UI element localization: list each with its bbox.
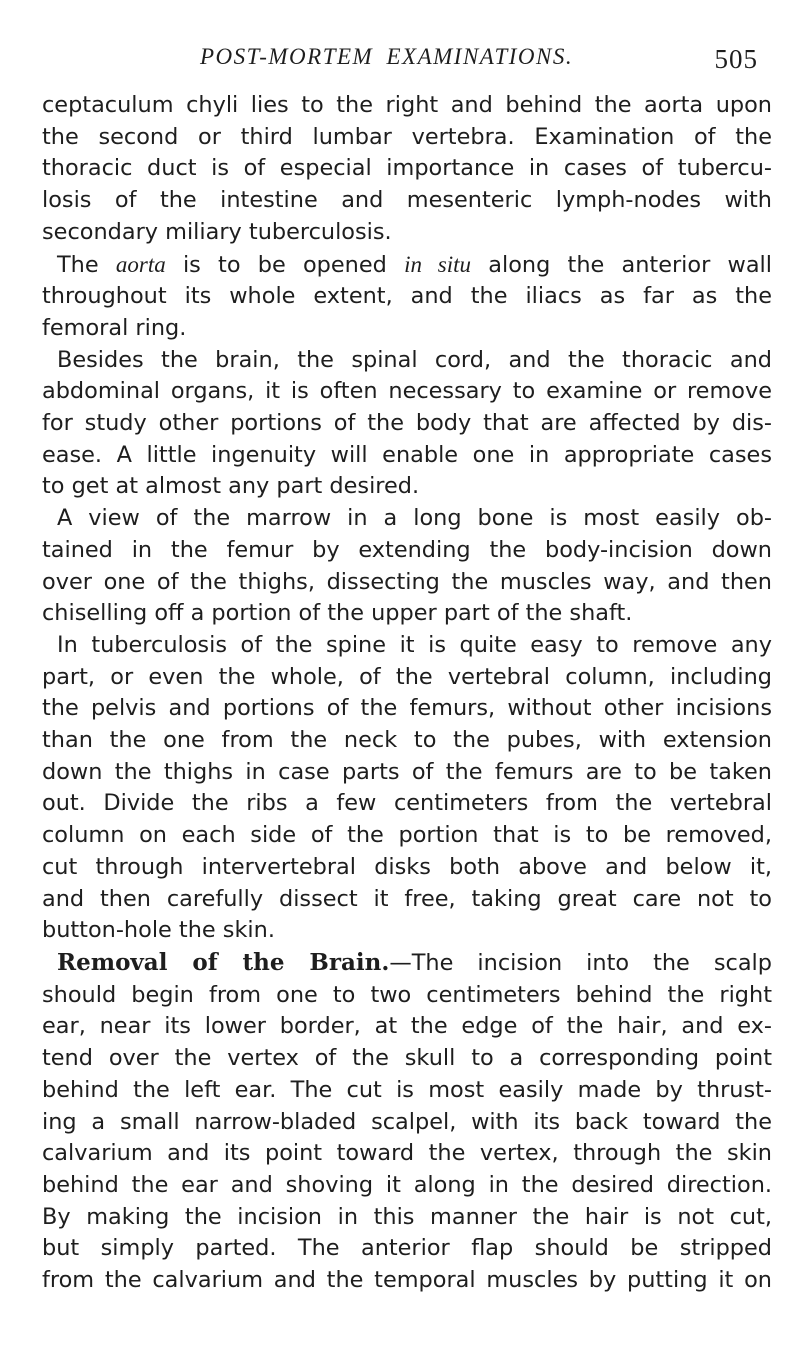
text-line: column on each side of the portion that is to be removed, — [42, 822, 772, 849]
text-line: secondary miliary tuberculosis. — [42, 218, 392, 245]
text-line: ceptaculum chyli lies to the right and behind the aorta upon — [42, 92, 772, 118]
text-line: In tuberculosis of the spine it is quite easy to remove any — [57, 631, 772, 658]
text-line: losis of the intestine and mesenteric lymph-nodes with — [42, 187, 772, 214]
text-line: to get at almost any part desired. — [42, 473, 420, 500]
text-line: abdominal organs, it is often necessary to examine or remove — [42, 378, 772, 405]
text-line: chiselling off a portion of the upper part of the shaft. — [42, 600, 633, 627]
text-line: tend over the vertex of the skull to a corresponding point — [42, 1045, 772, 1072]
italic-term-aorta: aorta — [115, 251, 166, 277]
text-line: ease. A little ingenuity will enable one in appropriate cases — [42, 441, 772, 468]
paragraph-aorta-first-line — [42, 249, 772, 282]
text-line: part, or even the whole, of the vertebral column, including — [42, 663, 772, 690]
text-line: than the one from the neck to the pubes, with extension — [42, 727, 772, 754]
text-line: cut through intervertebral disks both above and below it, — [42, 853, 772, 880]
text-line: the second or third lumbar vertebra. Examination of the — [42, 123, 772, 150]
text-run: The — [57, 251, 116, 278]
page-number: 505 — [714, 44, 758, 74]
text-line: and then carefully dissect it free, taking great care not to — [42, 885, 772, 912]
text-line: femoral ring. — [42, 314, 187, 341]
text-run: —The incision into the scalp — [389, 949, 772, 976]
paragraph-brain-first-line — [42, 947, 772, 980]
text-line: over one of the thighs, dissecting the muscles way, and then — [42, 568, 772, 595]
text-run: along the anterior wall — [471, 251, 772, 278]
text-line: button-hole the skin. — [42, 917, 275, 944]
text-line: By making the incision in this manner the hair is not cut, — [42, 1203, 772, 1230]
text-line: tained in the femur by extending the body-incision down — [42, 536, 772, 563]
text-line: thoracic duct is of especial importance in cases of tubercu- — [42, 155, 772, 182]
text-line: ear, near its lower border, at the edge of the hair, and ex- — [42, 1013, 772, 1040]
text-line: A view of the marrow in a long bone is most easily ob- — [57, 505, 772, 532]
text-line: the pelvis and portions of the femurs, without other incisions — [42, 695, 772, 722]
text-line: for study other portions of the body that are affected by dis- — [42, 410, 772, 437]
section-heading: Removal of the Brain. — [57, 948, 390, 976]
text-line: Besides the brain, the spinal cord, and the thoracic and — [57, 346, 772, 373]
text-line: but simply parted. The anterior flap should be stripped — [42, 1235, 772, 1262]
text-line: throughout its whole extent, and the iliacs as far as the — [42, 283, 772, 310]
body-text — [42, 90, 772, 1297]
text-line: behind the ear and shoving it along in the desired direction. — [42, 1171, 772, 1198]
italic-term-in-situ: in situ — [404, 251, 472, 277]
text-line: from the calvarium and the temporal muscles by putting it on — [42, 1267, 772, 1294]
text-line: should begin from one to two centimeters behind the right — [42, 981, 772, 1008]
running-head: POST-MORTEM EXAMINATIONS. — [200, 44, 574, 69]
text-line: ing a small narrow-bladed scalpel, with its back toward the — [42, 1108, 772, 1135]
text-line: behind the left ear. The cut is most easily made by thrust- — [42, 1076, 772, 1103]
text-line: down the thighs in case parts of the femurs are to be taken — [42, 758, 772, 785]
text-line: calvarium and its point toward the vertex, through the skin — [42, 1140, 772, 1167]
text-line: out. Divide the ribs a few centimeters from the vertebral — [42, 790, 772, 817]
text-run: is to be opened — [165, 251, 405, 278]
